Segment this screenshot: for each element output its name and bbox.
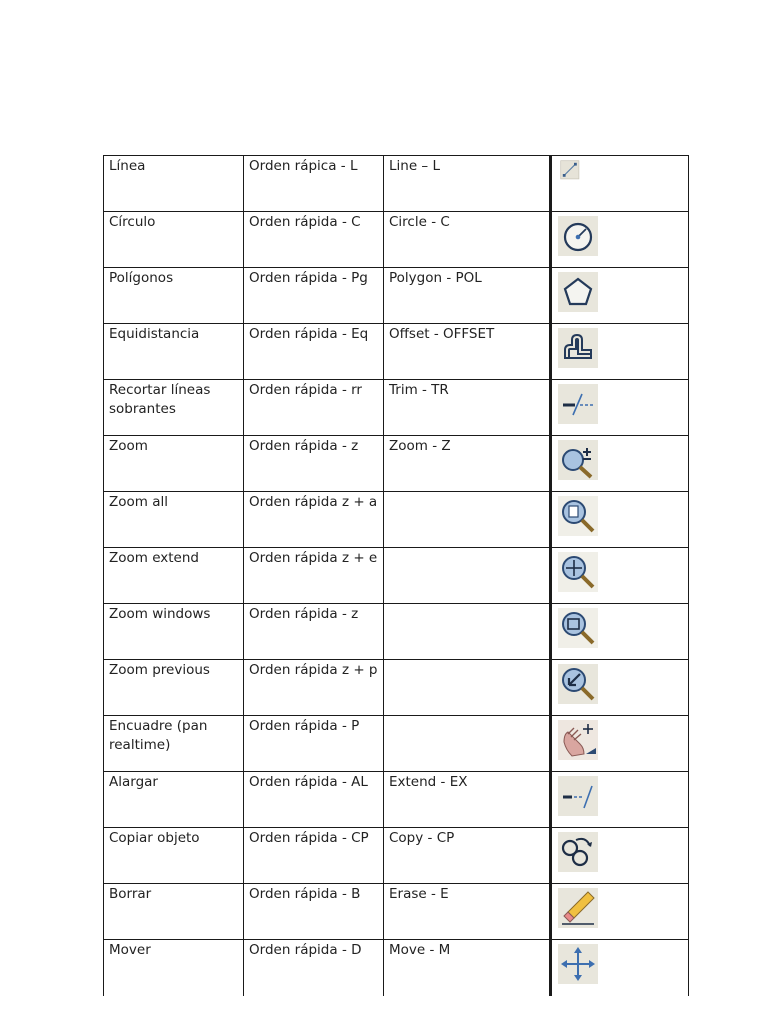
command-shortcut: Orden rápida z + p [244,660,384,716]
command-spanish: Recortar líneas sobrantes [104,380,244,436]
table-row [104,156,689,212]
icon-cell [551,772,689,828]
icon-cell [551,268,689,324]
command-shortcut: Orden rápida - Eq [244,324,384,380]
table-row [104,548,689,604]
command-shortcut: Orden rápida - P [244,716,384,772]
command-shortcut: Orden rápida - C [244,212,384,268]
command-english: Offset - OFFSET [384,324,551,380]
extend-icon [558,776,598,816]
icon-cell [551,940,689,997]
icon-cell [551,436,689,492]
command-shortcut: Orden rápida z + a [244,492,384,548]
offset-icon [558,328,598,368]
command-spanish: Zoom extend [104,548,244,604]
icon-cell [551,660,689,716]
command-spanish: Zoom [104,436,244,492]
command-english: Line – L [384,156,551,212]
command-english: Copy - CP [384,828,551,884]
icon-cell [551,604,689,660]
command-shortcut: Orden rápida - B [244,884,384,940]
table-row [104,604,689,660]
circle-icon [558,216,598,256]
pan-hand-icon [558,720,598,760]
command-english: Polygon - POL [384,268,551,324]
icon-cell [551,716,689,772]
command-shortcut: Orden rápida - rr [244,380,384,436]
move-icon [558,944,598,984]
table-row [104,660,689,716]
line-icon [558,160,598,200]
command-shortcut: Orden rápida - CP [244,828,384,884]
zoom-previous-icon [558,664,598,704]
table-row [104,884,689,940]
icon-cell [551,212,689,268]
command-spanish: Equidistancia [104,324,244,380]
command-shortcut: Orden rápida - z [244,604,384,660]
command-shortcut: Orden rápida z + e [244,548,384,604]
zoom-all-icon [558,496,598,536]
command-english: Circle - C [384,212,551,268]
command-english: Erase - E [384,884,551,940]
command-spanish: Alargar [104,772,244,828]
command-spanish: Copiar objeto [104,828,244,884]
table-row [104,436,689,492]
table-row [104,212,689,268]
command-english: Zoom - Z [384,436,551,492]
icon-cell [551,156,689,212]
trim-icon [558,384,598,424]
icon-cell [551,548,689,604]
command-spanish: Zoom all [104,492,244,548]
polygon-icon [558,272,598,312]
command-english: Trim - TR [384,380,551,436]
table-row [104,716,689,772]
command-shortcut: Orden rápida - AL [244,772,384,828]
icon-cell [551,492,689,548]
command-shortcut: Orden rápida - Pg [244,268,384,324]
icon-cell [551,828,689,884]
command-spanish: Línea [104,156,244,212]
command-english [384,660,551,716]
table-row [104,324,689,380]
table-row [104,828,689,884]
command-spanish: Zoom previous [104,660,244,716]
command-spanish: Polígonos [104,268,244,324]
command-spanish: Borrar [104,884,244,940]
zoom-window-icon [558,608,598,648]
command-shortcut: Orden rápida - D [244,940,384,997]
command-english [384,604,551,660]
zoom-extents-icon [558,552,598,592]
command-english: Move - M [384,940,551,997]
command-spanish: Encuadre (pan realtime) [104,716,244,772]
table-row [104,940,689,997]
command-shortcut: Orden rápida - z [244,436,384,492]
copy-icon [558,832,598,872]
command-shortcut: Orden rápica - L [244,156,384,212]
command-english [384,548,551,604]
zoom-realtime-icon [558,440,598,480]
table-row [104,492,689,548]
command-spanish: Círculo [104,212,244,268]
table-row [104,772,689,828]
table-row [104,380,689,436]
icon-cell [551,884,689,940]
table-row [104,268,689,324]
command-table [103,155,689,996]
erase-icon [558,888,598,928]
icon-cell [551,324,689,380]
command-spanish: Mover [104,940,244,997]
command-english: Extend - EX [384,772,551,828]
command-spanish: Zoom windows [104,604,244,660]
command-english [384,716,551,772]
command-english [384,492,551,548]
icon-cell [551,380,689,436]
